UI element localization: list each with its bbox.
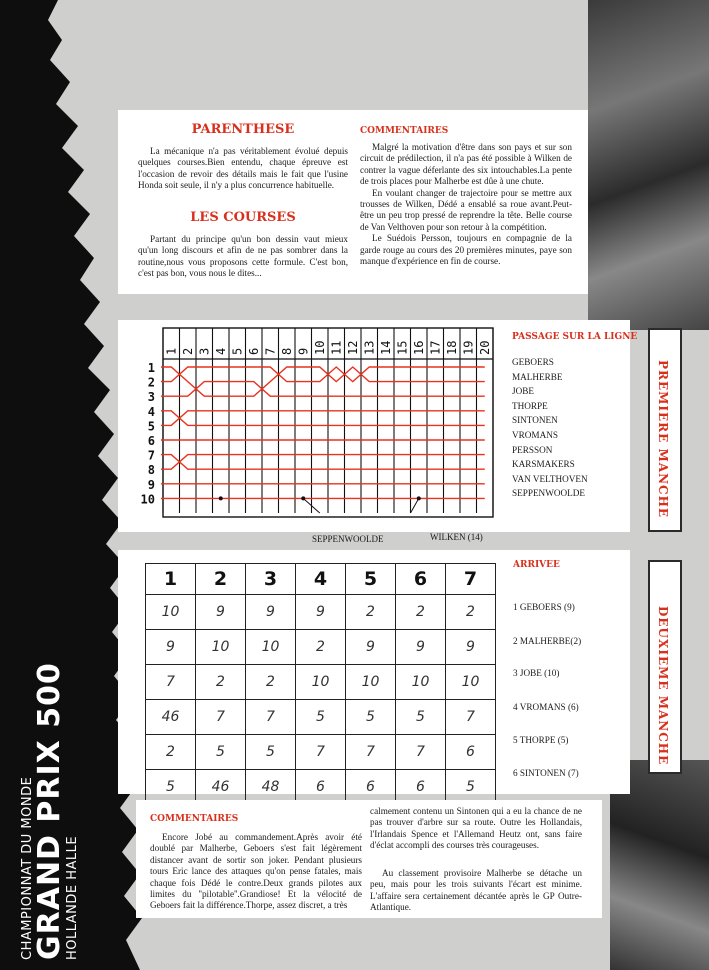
spine-line2: GRAND PRIX 500 xyxy=(32,662,67,960)
rider-label: MALHERBE xyxy=(512,371,563,382)
position-tick-label: 6 xyxy=(147,434,155,448)
results-cell: 10 xyxy=(446,665,496,700)
results-cell: 46 xyxy=(146,700,196,735)
results-cell: 10 xyxy=(246,630,296,665)
rider-label: JOBE xyxy=(512,386,534,397)
results-cell: 9 xyxy=(296,595,346,630)
results-table xyxy=(145,563,496,805)
position-tick-label: 4 xyxy=(147,404,155,419)
results-cell: 9 xyxy=(446,630,496,665)
results-cell: 2 xyxy=(146,735,196,770)
lap-tick-label: 12 xyxy=(345,340,360,355)
results-cell: 10 xyxy=(196,630,246,665)
results-cell: 2 xyxy=(346,595,396,630)
results-cell: 10 xyxy=(396,665,446,700)
commentaires-top-p1: Malgré la motivation d'être dans son pays et sur son circuit de prédilection, il n'a pas été possible à Wilken de contrer la vague déferlante des six intouchables.La pente de trois places pour Malherbe est dûe à une chute. xyxy=(360,142,572,187)
results-cell: 9 xyxy=(196,595,246,630)
spine-title xyxy=(20,662,80,960)
commentaires-top-text xyxy=(360,142,572,267)
results-cell: 7 xyxy=(396,735,446,770)
annotation-pointer xyxy=(411,498,419,513)
results-cell: 9 xyxy=(396,630,446,665)
courses-text: Partant du principe qu'un bon dessin vaut mieux qu'un long discours et afin de ne pas sombrer dans la routine,nous vous proposons cette formule. C'est bon, c'est pas bon, vous nous le dites... xyxy=(138,234,348,279)
passage-title: PASSAGE SUR LA LIGNE xyxy=(512,332,638,342)
commentaires-top-p2: En voulant changer de trajectoire pour se mettre aux trousses de Wilken, Dédé a ensablé sa roue avant.Peut-être un peu trop pressé de reprendre la tête. Belle course de Van Velthoven pour son retour à la compétition. xyxy=(360,187,572,232)
arrivee-title: ARRIVEE xyxy=(513,560,560,570)
results-cell: 10 xyxy=(346,665,396,700)
results-cell: 9 xyxy=(146,630,196,665)
results-cell: 10 xyxy=(296,665,346,700)
results-cell: 5 xyxy=(396,700,446,735)
results-cell: 5 xyxy=(146,770,196,805)
results-cell: 2 xyxy=(246,665,296,700)
results-cell: 9 xyxy=(246,595,296,630)
results-cell: 6 xyxy=(296,770,346,805)
results-cell: 48 xyxy=(246,770,296,805)
motocross-photo-top xyxy=(588,0,709,330)
results-row xyxy=(146,735,496,770)
results-cell: 2 xyxy=(196,665,246,700)
arrivee-item: 6 SINTONEN (7) xyxy=(513,768,579,778)
lap-tick-label: 15 xyxy=(395,340,410,355)
rider-label: VAN VELTHOVEN xyxy=(512,473,588,484)
series-line xyxy=(161,411,485,426)
series-line xyxy=(161,411,485,426)
arrivee-item: 1 GEBOERS (9) xyxy=(513,602,575,612)
annot-wilken: WILKEN (14) xyxy=(430,532,483,542)
commentaires-top-title: COMMENTAIRES xyxy=(360,126,449,136)
courses-title: LES COURSES xyxy=(190,210,296,225)
lap-tick-label: 2 xyxy=(180,347,195,355)
lap-tick-label: 5 xyxy=(230,347,245,355)
results-cell: 6 xyxy=(346,770,396,805)
commentaires-top-p3: Le Suédois Persson, toujours en compagnie de la garde rouge au cours des 20 premières minutes, paye son manque d'expérience en fin de course. xyxy=(360,233,572,267)
results-cell: 2 xyxy=(296,630,346,665)
lap-tick-label: 18 xyxy=(444,340,459,355)
retirement-dot xyxy=(219,496,223,500)
lap-tick-label: 20 xyxy=(477,340,492,355)
position-tick-label: 7 xyxy=(147,448,155,463)
results-cell: 7 xyxy=(246,700,296,735)
lap-tick-label: 10 xyxy=(312,340,327,355)
results-header-cell: 3 xyxy=(246,564,296,595)
commentaires-bot-p3: Au classement provisoire Malherbe se détache un peu, mais pour les trois suivants l'écart est minime. L'affaire sera certainement décantée après le GP Outre-Atlantique. xyxy=(370,868,582,913)
annot-seppenwoolde: SEPPENWOOLDE xyxy=(312,534,384,544)
results-cell: 7 xyxy=(346,735,396,770)
results-cell: 46 xyxy=(196,770,246,805)
position-tick-label: 2 xyxy=(147,375,155,390)
rider-label: PERSSON xyxy=(512,444,553,455)
results-cell: 2 xyxy=(446,595,496,630)
lap-tick-label: 13 xyxy=(362,340,377,355)
lap-tick-label: 3 xyxy=(197,347,212,355)
results-cell: 7 xyxy=(446,700,496,735)
results-header-cell: 2 xyxy=(196,564,246,595)
results-cell: 7 xyxy=(296,735,346,770)
lap-tick-label: 14 xyxy=(378,340,393,355)
deuxieme-manche-label: DEUXIEME MANCHE xyxy=(656,606,670,766)
commentaires-bot-p1: Encore Jobé au commandement.Après avoir été doublé par Malherbe, Geboers s'est fait légèrement distancer avant de sortir son joker. Pendant plusieurs tours Eric lance des attaques qu'on pense fatales, mais chaque fois Dédé le contre.Deux grands pilotes aux limites du ''pilotable''.Grandiose! Et la vélocité de Geboers fait la différence.Thorpe, assez discret, a très xyxy=(150,832,362,911)
arrivee-item: 5 THORPE (5) xyxy=(513,735,569,745)
results-header-cell: 4 xyxy=(296,564,346,595)
arrivee-item: 2 MALHERBE(2) xyxy=(513,636,582,646)
rider-label: SEPPENWOOLDE xyxy=(512,488,585,499)
spine-line3: HOLLANDE HALLE xyxy=(65,835,80,960)
lap-chart xyxy=(118,320,508,532)
results-cell: 9 xyxy=(346,630,396,665)
parenthese-text: La mécanique n'a pas véritablement évolué depuis quelques courses.Bien entendu, chaque épreuve est l'occasion de revoir des détails mais le fait que l'usine Honda soit seule, il n'y a plus concurrence habituelle. xyxy=(138,146,348,191)
results-cell: 5 xyxy=(196,735,246,770)
commentaires-bot-title: COMMENTAIRES xyxy=(150,814,239,824)
results-cell: 5 xyxy=(346,700,396,735)
results-cell: 10 xyxy=(146,595,196,630)
results-row xyxy=(146,700,496,735)
results-row xyxy=(146,665,496,700)
position-tick-label: 1 xyxy=(147,361,155,375)
position-tick-label: 9 xyxy=(147,477,155,492)
results-row xyxy=(146,595,496,630)
rider-label: GEBOERS xyxy=(512,357,554,367)
results-cell: 6 xyxy=(396,770,446,805)
results-cell: 2 xyxy=(396,595,446,630)
lap-tick-label: 16 xyxy=(411,340,426,355)
position-tick-label: 5 xyxy=(147,419,155,434)
results-header-cell: 6 xyxy=(396,564,446,595)
results-cell: 7 xyxy=(146,665,196,700)
results-cell: 6 xyxy=(446,735,496,770)
rider-label: KARSMAKERS xyxy=(512,459,575,470)
lap-tick-label: 7 xyxy=(263,347,278,355)
results-header-cell: 7 xyxy=(446,564,496,595)
position-tick-label: 8 xyxy=(147,463,155,478)
series-line xyxy=(161,382,485,397)
series-line xyxy=(161,455,485,470)
premiere-manche-label: PREMIERE MANCHE xyxy=(656,360,670,519)
arrivee-item: 3 JOBE (10) xyxy=(513,668,560,678)
spine-line1: CHAMPIONNAT DU MONDE xyxy=(20,776,35,960)
results-cell: 5 xyxy=(296,700,346,735)
lap-tick-label: 4 xyxy=(213,347,228,355)
results-cell: 5 xyxy=(446,770,496,805)
lap-tick-label: 6 xyxy=(246,347,261,355)
results-header-cell: 5 xyxy=(346,564,396,595)
results-cell: 7 xyxy=(196,700,246,735)
results-row xyxy=(146,630,496,665)
rider-label: SINTONEN xyxy=(512,415,558,426)
results-header-row xyxy=(146,564,496,595)
lap-tick-label: 19 xyxy=(461,340,476,355)
lap-tick-label: 17 xyxy=(428,340,443,355)
rider-label: THORPE xyxy=(512,400,548,411)
results-cell: 5 xyxy=(246,735,296,770)
lap-tick-label: 9 xyxy=(296,347,311,355)
series-line xyxy=(161,455,485,470)
position-tick-label: 10 xyxy=(140,492,155,507)
commentaires-bot-p2: calmement contenu un Sintonen qui a eu la chance de ne pas trouver d'arbre sur sa route. Outre les Hollandais, l'Irlandais Spence et l'Allemand Heutz ont, sans faire d'éclat accompli des courses très courageuses. xyxy=(370,806,582,851)
position-tick-label: 3 xyxy=(147,390,155,405)
lap-tick-label: 1 xyxy=(164,347,179,355)
arrivee-item: 4 VROMANS (6) xyxy=(513,702,579,712)
results-header-cell: 1 xyxy=(146,564,196,595)
rider-label: VROMANS xyxy=(512,430,558,440)
lap-tick-label: 8 xyxy=(279,347,294,355)
lap-tick-label: 11 xyxy=(329,340,344,355)
parenthese-title: PARENTHESE xyxy=(191,122,295,137)
